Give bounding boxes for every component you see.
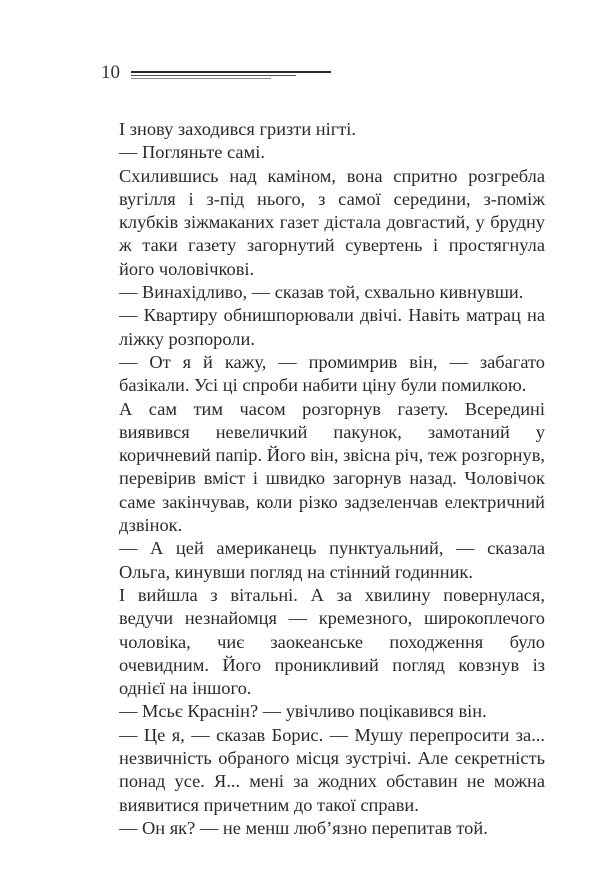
paragraph: Схилившись над каміном, вона спритно розгребла вугілля і з-під нього, з самої середини, з-поміж клубків зіжмаканих газет дістала довгастий, у брудну ж таки газету загорнутий сувертень і простягнула його чоловічкові. <box>119 165 545 279</box>
header-decorative-rule <box>131 71 331 81</box>
page-header <box>101 62 341 86</box>
paragraph: — Он як? — не менш люб’язно перепитав той. <box>119 817 488 838</box>
header-rule-line <box>131 75 296 76</box>
page-number: 10 <box>101 62 120 83</box>
header-rule-line <box>131 71 331 73</box>
paragraph: — Квартиру обнишпорювали двічі. Навіть матрац на ліжку розпороли. <box>119 305 545 349</box>
paragraph: — А цей американець пунктуальний, — сказала Ольга, кинувши погляд на стінний годинник. <box>119 538 545 582</box>
paragraph: — Винахідливо, — сказав той, схвально кивнувши. <box>119 282 524 303</box>
paragraph: І вийшла з вітальні. А за хвилину повернулася, ведучи незнайомця — кремезного, широкоплечого чоловіка, чиє заокеанське походження було очевидним. Його проникливий погляд ковзнув із однієї на іншого. <box>119 584 545 699</box>
paragraph: — Мсьє Краснін? — увічливо поцікавився він. <box>119 701 487 722</box>
paragraph: А сам тим часом розгорнув газету. Всередині виявився невеличкий пакунок, замотаний у коричневий папір. Його він, звісна річ, теж розгорнув, перевірив вміст і швидко загорнув назад. Чоловічок саме закінчував, коли різко задзеленчав електричний дзвінок. <box>119 398 545 536</box>
body-text <box>119 118 545 840</box>
paragraph: — Це я, — сказав Борис. — Мушу перепросити за... незвичність обраного місця зустрічі. Але секретність понад усе. Я... мені за жодних обставин не можна виявитися причетним до такої справи. <box>119 724 545 815</box>
paragraph: — От я й кажу, — промимрив він, — забагато базікали. Усі ці спроби набити ціну були помилкою. <box>119 351 545 396</box>
paragraph: — Погляньте самі. <box>119 142 265 163</box>
paragraph: І знову заходився гризти нігті. <box>119 119 357 139</box>
header-rule-line <box>131 78 271 79</box>
